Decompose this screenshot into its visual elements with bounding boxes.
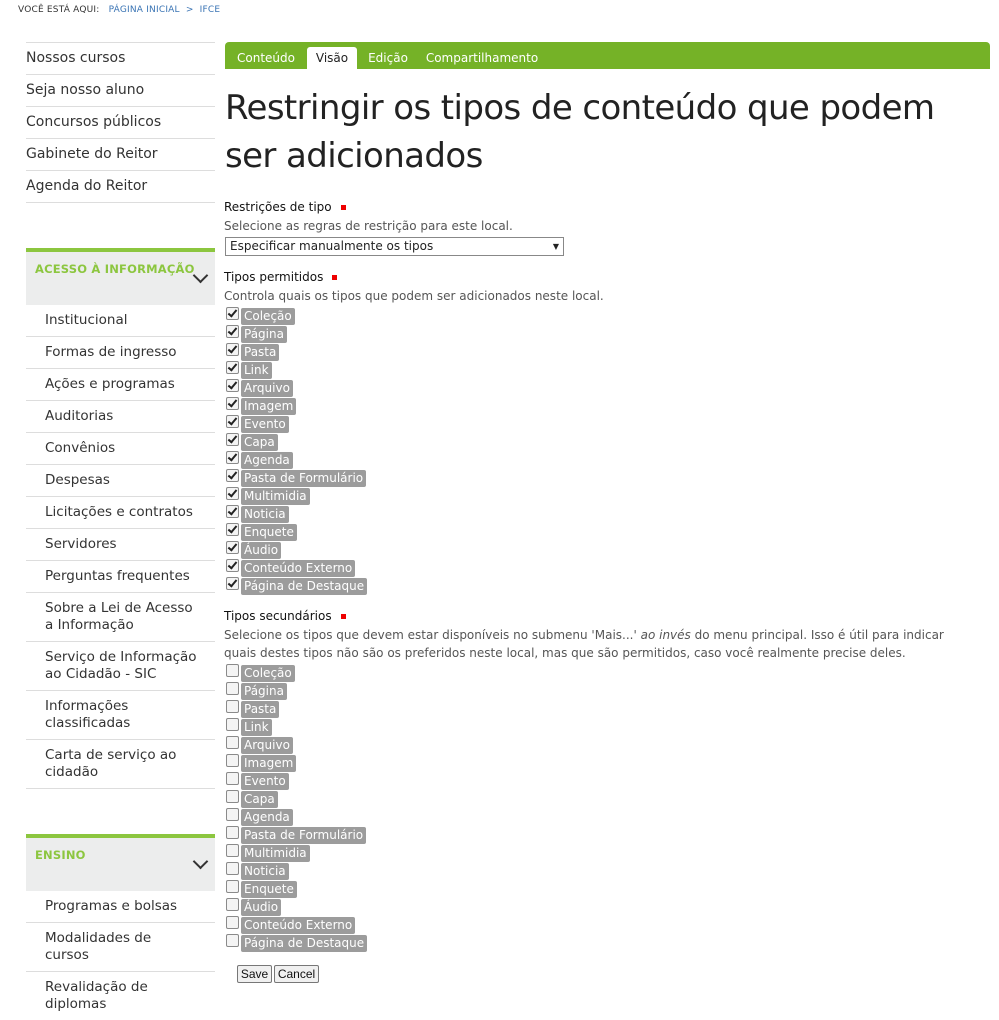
- type-checkbox[interactable]: [226, 916, 239, 929]
- type-checkbox[interactable]: [226, 343, 239, 356]
- edit-tabs: [225, 42, 990, 69]
- sidebar-item-programas-e-bolsas[interactable]: Programas e bolsas: [26, 891, 215, 923]
- page-title: Restringir os tipos de conteúdo que podem ser adicionados: [225, 88, 935, 176]
- section-ensino: [26, 834, 215, 1020]
- type-label[interactable]: Conteúdo Externo: [241, 917, 355, 934]
- section-acesso-informacao: [26, 248, 215, 789]
- type-label[interactable]: Agenda: [241, 809, 293, 826]
- secondary-label-text: Tipos secundários: [224, 609, 332, 623]
- type-label[interactable]: Página: [241, 683, 287, 700]
- type-label[interactable]: Áudio: [241, 899, 281, 916]
- type-checkbox[interactable]: [226, 826, 239, 839]
- section-ensino-list: [26, 891, 215, 1020]
- section-title: ACESSO À INFORMAÇÃO: [35, 262, 195, 276]
- restriction-label-text: Restrições de tipo: [224, 200, 332, 214]
- tab-visao[interactable]: Visão: [307, 47, 357, 69]
- type-label[interactable]: Imagem: [241, 398, 296, 415]
- sidebar-top-nav: [26, 42, 215, 203]
- sidebar-item-lei-de-acesso[interactable]: Sobre a Lei de Acesso a Informação: [26, 593, 215, 642]
- type-label[interactable]: Página de Destaque: [241, 578, 367, 595]
- type-label[interactable]: Multimidia: [241, 488, 310, 505]
- type-checkbox[interactable]: [226, 361, 239, 374]
- section-title: ENSINO: [35, 848, 86, 862]
- type-label[interactable]: Capa: [241, 434, 278, 451]
- allowed-label: [224, 270, 337, 284]
- breadcrumb-ifce-link[interactable]: IFCE: [199, 5, 221, 15]
- type-label[interactable]: Áudio: [241, 542, 281, 559]
- type-checkbox[interactable]: [226, 880, 239, 893]
- sidebar-item-gabinete-do-reitor[interactable]: Gabinete do Reitor: [26, 139, 215, 171]
- type-label[interactable]: Evento: [241, 773, 289, 790]
- sidebar-item-sic[interactable]: Serviço de Informação ao Cidadão - SIC: [26, 642, 215, 691]
- secondary-help-part2: do menu principal. Isso é útil para indicar quais destes tipos não são os preferidos neste local, mas que são permitidos, caso você realmente precise deles.: [224, 628, 944, 660]
- sidebar-item-licitacoes-e-contratos[interactable]: Licitações e contratos: [26, 497, 215, 529]
- type-label[interactable]: Agenda: [241, 452, 293, 469]
- type-checkbox[interactable]: [226, 577, 239, 590]
- allowed-label-text: Tipos permitidos: [224, 270, 324, 284]
- section-acesso-informacao-header[interactable]: [26, 248, 215, 305]
- type-label[interactable]: Pasta de Formulário: [241, 470, 366, 487]
- sidebar-item-perguntas-frequentes[interactable]: Perguntas frequentes: [26, 561, 215, 593]
- dropdown-arrow-icon: ▼: [552, 242, 559, 251]
- section-acesso-informacao-list: [26, 305, 215, 789]
- type-label[interactable]: Arquivo: [241, 380, 293, 397]
- restriction-select-value: Especificar manualmente os tipos: [230, 239, 434, 253]
- allowed-help: Controla quais os tipos que podem ser adicionados neste local.: [224, 289, 604, 303]
- type-label[interactable]: Conteúdo Externo: [241, 560, 355, 577]
- secondary-help-emphasis: ao invés: [640, 628, 691, 642]
- breadcrumb-label: VOCÊ ESTÁ AQUI:: [18, 5, 100, 15]
- required-icon: [341, 614, 346, 619]
- type-checkbox[interactable]: [226, 700, 239, 713]
- type-checkbox[interactable]: [226, 325, 239, 338]
- sidebar-item-seja-nosso-aluno[interactable]: Seja nosso aluno: [26, 75, 215, 107]
- type-checkbox[interactable]: [226, 397, 239, 410]
- breadcrumb-separator: >: [185, 5, 194, 15]
- type-checkbox[interactable]: [226, 736, 239, 749]
- type-label[interactable]: Enquete: [241, 524, 297, 541]
- required-icon: [341, 205, 346, 210]
- sidebar: [26, 42, 215, 1020]
- restriction-select[interactable]: [225, 237, 564, 256]
- type-label[interactable]: Imagem: [241, 755, 296, 772]
- type-checkbox[interactable]: [226, 934, 239, 947]
- sidebar-item-formas-de-ingresso[interactable]: Formas de ingresso: [26, 337, 215, 369]
- sidebar-item-agenda-do-reitor[interactable]: Agenda do Reitor: [26, 171, 215, 203]
- type-label[interactable]: Coleção: [241, 308, 295, 325]
- type-label[interactable]: Pasta de Formulário: [241, 827, 366, 844]
- save-button[interactable]: Save: [237, 965, 272, 983]
- cancel-button[interactable]: Cancel: [274, 965, 319, 983]
- type-checkbox[interactable]: [226, 664, 239, 677]
- secondary-help: [224, 626, 964, 662]
- sidebar-item-despesas[interactable]: Despesas: [26, 465, 215, 497]
- type-checkbox[interactable]: [226, 451, 239, 464]
- sidebar-item-carta-de-servico[interactable]: Carta de serviço ao cidadão: [26, 740, 215, 789]
- type-checkbox[interactable]: [226, 772, 239, 785]
- sidebar-item-auditorias[interactable]: Auditorias: [26, 401, 215, 433]
- tab-conteudo[interactable]: Conteúdo: [237, 51, 295, 65]
- type-checkbox[interactable]: [226, 307, 239, 320]
- type-label[interactable]: Multimidia: [241, 845, 310, 862]
- type-label[interactable]: Página: [241, 326, 287, 343]
- sidebar-item-informacoes-classificadas[interactable]: Informações classificadas: [26, 691, 215, 740]
- type-label[interactable]: Noticia: [241, 863, 289, 880]
- type-label[interactable]: Pasta: [241, 344, 279, 361]
- type-label[interactable]: Evento: [241, 416, 289, 433]
- sidebar-item-modalidades-de-cursos[interactable]: Modalidades de cursos: [26, 923, 215, 972]
- type-checkbox[interactable]: [226, 808, 239, 821]
- chevron-down-icon[interactable]: [193, 268, 209, 284]
- type-checkbox[interactable]: [226, 718, 239, 731]
- type-checkbox[interactable]: [226, 379, 239, 392]
- restriction-help: Selecione as regras de restrição para este local.: [224, 219, 513, 233]
- section-ensino-header[interactable]: [26, 834, 215, 891]
- type-checkbox[interactable]: [226, 415, 239, 428]
- tab-edicao[interactable]: Edição: [368, 51, 408, 65]
- type-checkbox[interactable]: [226, 505, 239, 518]
- restriction-label: [224, 200, 346, 214]
- type-label[interactable]: Página de Destaque: [241, 935, 367, 952]
- sidebar-item-concursos-publicos[interactable]: Concursos públicos: [26, 107, 215, 139]
- type-label[interactable]: Arquivo: [241, 737, 293, 754]
- type-label[interactable]: Noticia: [241, 506, 289, 523]
- sidebar-item-nossos-cursos[interactable]: Nossos cursos: [26, 43, 215, 75]
- type-checkbox[interactable]: [226, 541, 239, 554]
- type-checkbox[interactable]: [226, 487, 239, 500]
- type-label[interactable]: Enquete: [241, 881, 297, 898]
- type-label[interactable]: Capa: [241, 791, 278, 808]
- type-checkbox[interactable]: [226, 682, 239, 695]
- sidebar-item-acoes-e-programas[interactable]: Ações e programas: [26, 369, 215, 401]
- type-checkbox[interactable]: [226, 862, 239, 875]
- sidebar-item-convenios[interactable]: Convênios: [26, 433, 215, 465]
- type-checkbox[interactable]: [226, 754, 239, 767]
- tab-compartilhamento[interactable]: Compartilhamento: [425, 51, 539, 65]
- type-label[interactable]: Link: [241, 362, 272, 379]
- type-checkbox[interactable]: [226, 790, 239, 803]
- secondary-help-part1: Selecione os tipos que devem estar disponíveis no submenu 'Mais...': [224, 628, 641, 642]
- breadcrumb: [18, 5, 220, 15]
- type-checkbox[interactable]: [226, 559, 239, 572]
- type-label[interactable]: Coleção: [241, 665, 295, 682]
- type-checkbox[interactable]: [226, 898, 239, 911]
- sidebar-item-revalidacao-de-diplomas[interactable]: Revalidação de diplomas: [45, 979, 148, 1012]
- required-icon: [332, 275, 337, 280]
- type-checkbox[interactable]: [226, 523, 239, 536]
- type-checkbox[interactable]: [226, 433, 239, 446]
- type-label[interactable]: Pasta: [241, 701, 279, 718]
- sidebar-item-servidores[interactable]: Servidores: [26, 529, 215, 561]
- chevron-down-icon[interactable]: [193, 854, 209, 870]
- breadcrumb-home-link[interactable]: PÁGINA INICIAL: [108, 5, 180, 15]
- secondary-label: [224, 609, 346, 623]
- type-checkbox[interactable]: [226, 469, 239, 482]
- type-checkbox[interactable]: [226, 844, 239, 857]
- sidebar-item-institucional[interactable]: Institucional: [26, 305, 215, 337]
- type-label[interactable]: Link: [241, 719, 272, 736]
